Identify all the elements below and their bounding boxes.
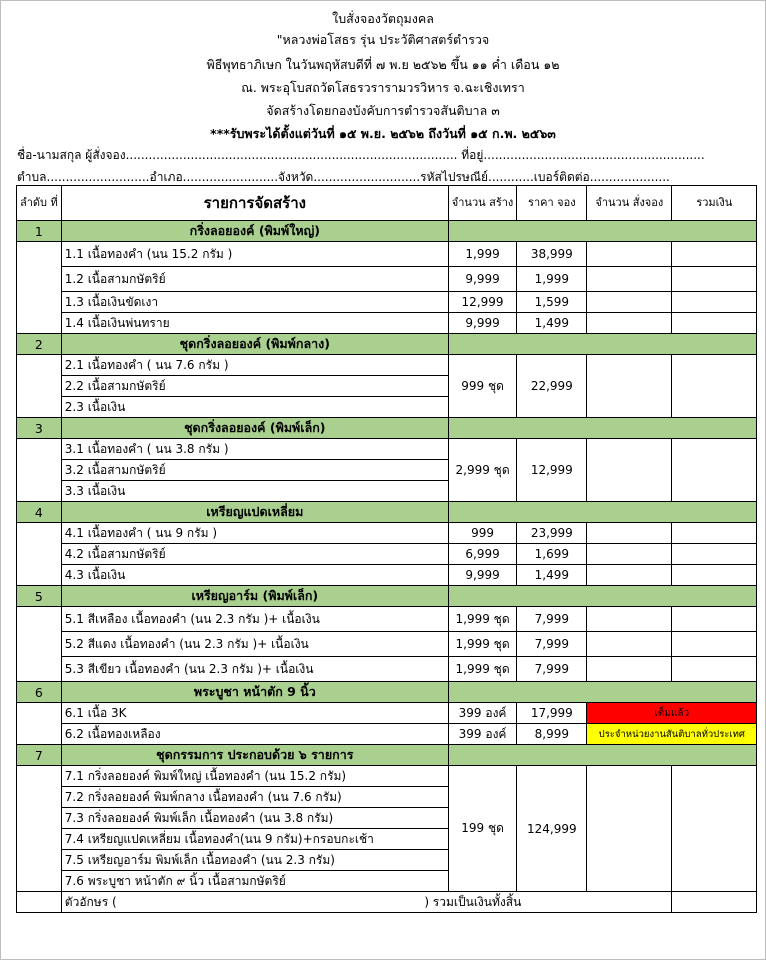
- item-price: 7,999: [517, 657, 587, 682]
- order-total-cell[interactable]: [672, 607, 757, 632]
- item-name: 7.4 เหรียญแปดเหลี่ยม เนื้อทองคำ(นน 9 กรัม)+กรอบกะเช้า: [61, 829, 448, 850]
- table-row: [17, 242, 757, 267]
- order-qty-cell[interactable]: [587, 267, 672, 292]
- col-qty-order: จำนวน สั่งจอง: [587, 186, 672, 221]
- item-name: 7.6 พระบูชา หน้าตัก ๙ นิ้ว เนื้อสามกษัตริย์: [61, 871, 448, 892]
- col-price: ราคา จอง: [517, 186, 587, 221]
- item-qty: 399 องค์: [448, 724, 517, 745]
- item-price: 17,999: [517, 703, 587, 724]
- location-contact-line[interactable]: ตำบล...........................อำเภอ.........................จังหวัด............................รหัสไปรษณีย์............เบอร์ติดต่อ.....................: [17, 170, 670, 184]
- item-name: 7.5 เหรียญอาร์ม พิมพ์เล็ก เนื้อทองคำ (นน 2.3 กรัม): [61, 850, 448, 871]
- item-name: 7.1 กริ่งลอยองค์ พิมพ์ใหญ่ เนื้อทองคำ (นน 15.2 กรัม): [61, 766, 448, 787]
- section-title: เหรียญแปดเหลี่ยม: [61, 502, 448, 523]
- col-total: รวมเงิน: [672, 186, 757, 221]
- edition-title: "หลวงพ่อโสธร รุ่น ประวัติศาสตร์ตำรวจ: [276, 32, 490, 47]
- section-row: 1 กริ่งลอยองค์ (พิมพ์ใหญ่): [17, 221, 757, 242]
- grand-total-cell[interactable]: [672, 892, 757, 913]
- order-total-cell[interactable]: [672, 523, 757, 544]
- form-title: ใบสั่งจองวัตถุมงคล: [332, 11, 434, 26]
- reserved-badge: ประจำหน่วยงานสันติบาลทั่วประเทศ: [587, 724, 757, 745]
- col-item: รายการจัดสร้าง: [61, 186, 448, 221]
- table-row: [17, 544, 757, 565]
- section-title: เหรียญอาร์ม (พิมพ์เล็ก): [61, 586, 448, 607]
- grand-total-label: ) รวมเป็นเงินทั้งสิ้น: [424, 894, 522, 909]
- order-total-cell[interactable]: [672, 565, 757, 586]
- item-name: 5.1 สีเหลือง เนื้อทองคำ (นน 2.3 กรัม )+ เนื้อเงิน: [61, 607, 448, 632]
- order-qty-cell[interactable]: [587, 292, 672, 313]
- item-name: 2.2 เนื้อสามกษัตริย์: [61, 376, 448, 397]
- item-qty: 199 ชุด: [448, 766, 517, 892]
- item-price: 12,999: [517, 439, 587, 502]
- order-qty-cell[interactable]: [587, 355, 672, 418]
- order-total-cell[interactable]: [672, 267, 757, 292]
- item-qty: 12,999: [448, 292, 517, 313]
- item-name: 6.1 เนื้อ 3K: [61, 703, 448, 724]
- section-row: 5 เหรียญอาร์ม (พิมพ์เล็ก): [17, 586, 757, 607]
- order-total-cell[interactable]: [672, 439, 757, 502]
- item-name: 4.3 เนื้อเงิน: [61, 565, 448, 586]
- item-name: 6.2 เนื้อทองเหลือง: [61, 724, 448, 745]
- ceremony-line: พิธีพุทธาภิเษก ในวันพฤหัสบดีที่ ๗ พ.ย ๒๕๖๒ ขึ้น ๑๑ ค่ำ เดือน ๑๒: [206, 57, 560, 72]
- item-price: 7,999: [517, 607, 587, 632]
- name-address-line[interactable]: ชื่อ-นามสกุล ผู้สั่งจอง....................................................................................... ที่อยู่..........................................................: [17, 148, 705, 162]
- pickup-date-line: ***รับพระได้ตั้งแต่วันที่ ๑๕ พ.ย. ๒๕๖๒ ถึงวันที่ ๑๕ ก.พ. ๒๕๖๓: [210, 126, 556, 141]
- item-name: 5.3 สีเขียว เนื้อทองคำ (นน 2.3 กรัม )+ เนื้อเงิน: [61, 657, 448, 682]
- order-qty-cell[interactable]: [587, 565, 672, 586]
- item-qty: 999: [448, 523, 517, 544]
- item-name: 1.3 เนื้อเงินขัดเงา: [61, 292, 448, 313]
- section-title: ชุดกริ่งลอยองค์ (พิมพ์เล็ก): [61, 418, 448, 439]
- order-total-cell[interactable]: [672, 766, 757, 892]
- item-qty: 1,999 ชุด: [448, 657, 517, 682]
- order-qty-cell[interactable]: [587, 313, 672, 334]
- col-qty-made: จำนวน สร้าง: [448, 186, 517, 221]
- item-name: 1.1 เนื้อทองคำ (นน 15.2 กรัม ): [61, 242, 448, 267]
- item-name: 4.1 เนื้อทองคำ ( นน 9 กรัม ): [61, 523, 448, 544]
- sold-out-badge: เต็มแล้ว: [587, 703, 757, 724]
- section-title: ชุดกริ่งลอยองค์ (พิมพ์กลาง): [61, 334, 448, 355]
- item-name: 3.3 เนื้อเงิน: [61, 481, 448, 502]
- item-name: 7.3 กริ่งลอยองค์ พิมพ์เล็ก เนื้อทองคำ (นน 3.8 กรัม): [61, 808, 448, 829]
- item-qty: 1,999 ชุด: [448, 607, 517, 632]
- order-total-cell[interactable]: [672, 313, 757, 334]
- table-row: [17, 724, 757, 745]
- section-title: พระบูชา หน้าตัก 9 นิ้ว: [61, 682, 448, 703]
- item-qty: 9,999: [448, 267, 517, 292]
- order-total-cell[interactable]: [672, 355, 757, 418]
- table-row: [17, 565, 757, 586]
- item-price: 124,999: [517, 766, 587, 892]
- col-seq: ลำดับ ที่: [17, 186, 62, 221]
- item-qty: 2,999 ชุด: [448, 439, 517, 502]
- item-name: 5.2 สีแดง เนื้อทองคำ (นน 2.3 กรัม )+ เนื้อเงิน: [61, 632, 448, 657]
- item-name: 1.2 เนื้อสามกษัตริย์: [61, 267, 448, 292]
- item-qty: 1,999: [448, 242, 517, 267]
- item-name: 3.2 เนื้อสามกษัตริย์: [61, 460, 448, 481]
- item-price: 1,999: [517, 267, 587, 292]
- item-name: 2.1 เนื้อทองคำ ( นน 7.6 กรัม ): [61, 355, 448, 376]
- item-qty: 1,999 ชุด: [448, 632, 517, 657]
- table-row: [17, 292, 757, 313]
- item-price: 7,999: [517, 632, 587, 657]
- table-row: [17, 657, 757, 682]
- table-row: [17, 766, 757, 787]
- item-qty: 9,999: [448, 313, 517, 334]
- section-row: 2 ชุดกริ่งลอยองค์ (พิมพ์กลาง): [17, 334, 757, 355]
- order-total-cell[interactable]: [672, 544, 757, 565]
- section-row: 7 ชุดกรรมการ ประกอบด้วย ๖ รายการ: [17, 745, 757, 766]
- item-name: 4.2 เนื้อสามกษัตริย์: [61, 544, 448, 565]
- venue-line: ณ. พระอุโบสถวัดโสธรวรารามวรวิหาร จ.ฉะเชิงเทรา: [241, 80, 525, 95]
- table-row: [17, 523, 757, 544]
- item-name: 1.4 เนื้อเงินพ่นทราย: [61, 313, 448, 334]
- table-row: [17, 439, 757, 460]
- grand-total-row: [17, 892, 757, 913]
- order-total-cell[interactable]: [672, 632, 757, 657]
- section-title: ชุดกรรมการ ประกอบด้วย ๖ รายการ: [61, 745, 448, 766]
- table-row: [17, 267, 757, 292]
- amount-in-words-label: ตัวอักษร (: [64, 894, 117, 909]
- section-row: 6 พระบูชา หน้าตัก 9 นิ้ว: [17, 682, 757, 703]
- item-price: 1,599: [517, 292, 587, 313]
- order-qty-cell[interactable]: [587, 523, 672, 544]
- item-qty: 999 ชุด: [448, 355, 517, 418]
- item-price: 38,999: [517, 242, 587, 267]
- order-total-cell[interactable]: [672, 242, 757, 267]
- order-qty-cell[interactable]: [587, 544, 672, 565]
- organizer-line: จัดสร้างโดยกองบังคับการตำรวจสันติบาล ๓: [266, 103, 500, 118]
- table-row: [17, 355, 757, 376]
- item-qty: 6,999: [448, 544, 517, 565]
- table-row: [17, 632, 757, 657]
- item-price: 1,499: [517, 313, 587, 334]
- table-row: [17, 607, 757, 632]
- order-qty-cell[interactable]: [587, 607, 672, 632]
- order-total-cell[interactable]: [672, 657, 757, 682]
- order-qty-cell[interactable]: [587, 766, 672, 892]
- order-table: [16, 185, 757, 913]
- item-price: 1,499: [517, 565, 587, 586]
- item-name: 7.2 กริ่งลอยองค์ พิมพ์กลาง เนื้อทองคำ (นน 7.6 กรัม): [61, 787, 448, 808]
- item-name: 3.1 เนื้อทองคำ ( นน 3.8 กรัม ): [61, 439, 448, 460]
- item-price: 22,999: [517, 355, 587, 418]
- item-qty: 9,999: [448, 565, 517, 586]
- item-price: 23,999: [517, 523, 587, 544]
- order-total-cell[interactable]: [672, 292, 757, 313]
- order-qty-cell[interactable]: [587, 632, 672, 657]
- table-row: [17, 313, 757, 334]
- section-row: 4 เหรียญแปดเหลี่ยม: [17, 502, 757, 523]
- section-title: กริ่งลอยองค์ (พิมพ์ใหญ่): [61, 221, 448, 242]
- order-qty-cell[interactable]: [587, 657, 672, 682]
- section-row: 3 ชุดกริ่งลอยองค์ (พิมพ์เล็ก): [17, 418, 757, 439]
- order-qty-cell[interactable]: [587, 242, 672, 267]
- item-price: 1,699: [517, 544, 587, 565]
- table-header-row: [17, 186, 757, 221]
- item-price: 8,999: [517, 724, 587, 745]
- table-row: [17, 703, 757, 724]
- order-qty-cell[interactable]: [587, 439, 672, 502]
- item-qty: 399 องค์: [448, 703, 517, 724]
- item-name: 2.3 เนื้อเงิน: [61, 397, 448, 418]
